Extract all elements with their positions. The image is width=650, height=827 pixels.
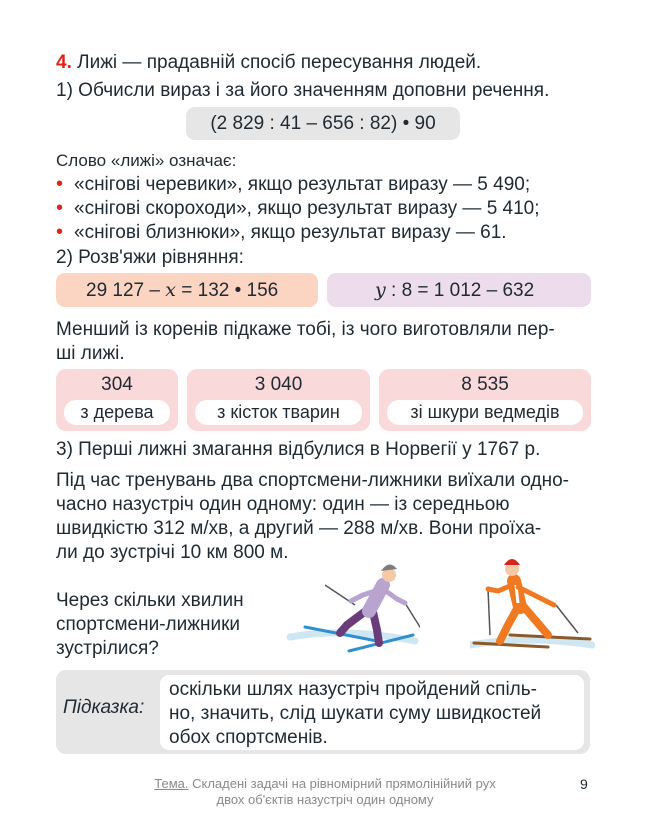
part1-text: 1) Обчисли вираз і за його значенням доповни речення.: [56, 80, 550, 101]
hint-line: оскільки шлях назустріч пройдений спіль-: [169, 679, 537, 700]
root-hint-line: Менший із коренів підкаже тобі, із чого виготовляли пер-: [56, 319, 555, 340]
card-number: 304: [101, 374, 133, 395]
bullet-item: • «снігові скороходи», якщо результат виразу — 5 410;: [56, 197, 540, 219]
footer-topic: Тема. Складені задачі на рівномірний прямолінійний рух двох об'єктів назустріч один одному: [154, 776, 496, 807]
bullet-dot-icon: •: [56, 173, 64, 195]
expression-box: (2 829 : 41 – 656 : 82) • 90: [186, 107, 460, 140]
equation-2: y : 8 = 1 012 – 632: [327, 273, 591, 307]
question-line: спортсмени-лижники: [56, 614, 240, 635]
task-title: Лижі — прадавній спосіб пересування людей.: [77, 52, 482, 73]
problem-line: ли до зустрічі 10 км 800 м.: [56, 542, 289, 563]
problem-line: часно назустріч один одному: один — із середньою: [56, 494, 510, 515]
variable-y: y: [375, 279, 386, 301]
hint-text-box: [160, 675, 584, 750]
part3-text: 3) Перші лижні змагання відбулися в Норвегії у 1767 р.: [56, 439, 541, 460]
answer-card: [187, 369, 370, 431]
bullet-dot-icon: •: [56, 197, 64, 219]
card-label: зі шкури ведмедів: [387, 400, 583, 425]
root-hint-line: ші лижі.: [56, 343, 125, 364]
bullet-item: • «снігові черевики», якщо результат виразу — 5 490;: [56, 173, 531, 195]
skier-left-illustration: [285, 555, 420, 660]
equation-1: 29 127 – x = 132 • 156: [56, 273, 318, 307]
bullet-dot-icon: •: [56, 221, 64, 243]
card-label: з кісток тварин: [195, 400, 362, 425]
page-number: 9: [580, 776, 588, 792]
card-label: з дерева: [64, 400, 170, 425]
problem-line: Під час тренувань два спортсмени-лижники виїхали одно-: [56, 470, 569, 491]
task-number: 4.: [56, 52, 72, 73]
answer-card: [56, 369, 178, 431]
card-number: 3 040: [254, 374, 303, 395]
question-line: Через скільки хвилин: [56, 590, 244, 611]
word-intro: Слово «лижі» означає:: [56, 151, 237, 170]
variable-x: x: [165, 279, 176, 301]
task-heading: [56, 51, 481, 75]
skier-right-illustration: [470, 555, 595, 660]
question-line: зустрілися?: [56, 638, 159, 659]
problem-line: швидкістю 312 м/хв, а другий — 288 м/хв. Вони проїха-: [56, 518, 542, 539]
part2-text: 2) Розв'яжи рівняння:: [56, 247, 244, 268]
hint-line: но, значить, слід шукати суму швидкостей: [169, 703, 542, 724]
bullet-item: • «снігові близнюки», якщо результат виразу — 61.: [56, 221, 507, 243]
answer-card: [379, 369, 591, 431]
card-number: 8 535: [461, 374, 509, 395]
hint-line: обох спортсменів.: [169, 727, 328, 748]
hint-label: Підказка:: [63, 697, 145, 718]
topic-label: Тема.: [154, 776, 189, 791]
